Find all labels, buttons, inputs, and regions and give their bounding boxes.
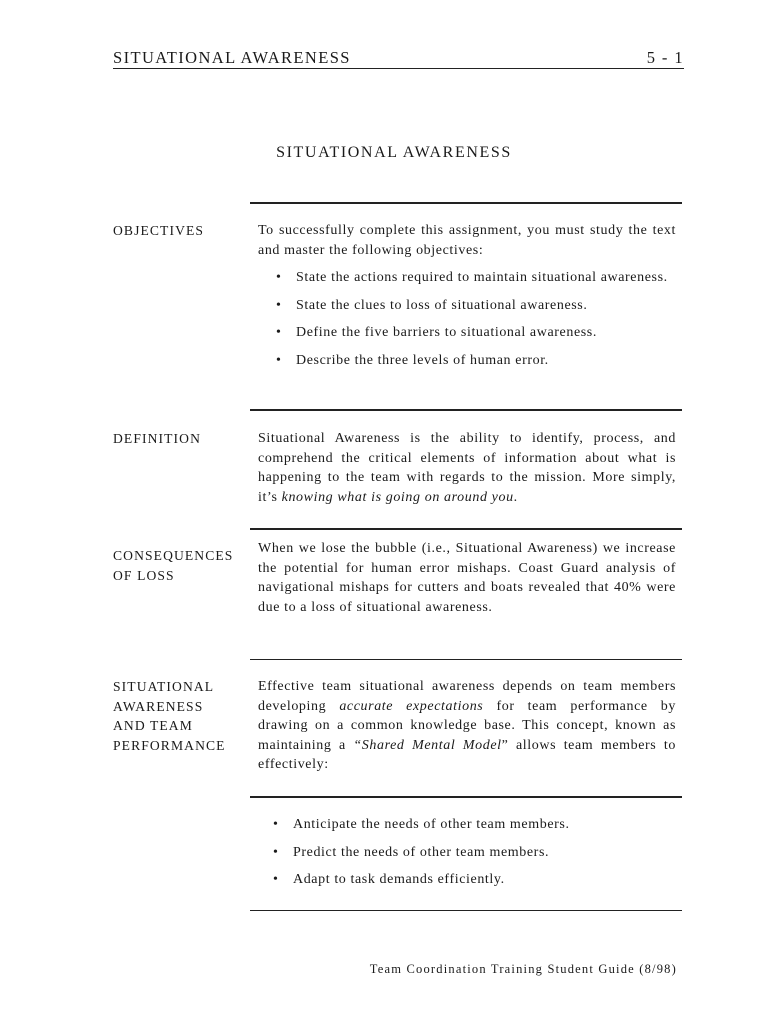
header-title: SITUATIONAL AWARENESS xyxy=(113,48,351,67)
list-item: • Describe the three levels of human error. xyxy=(296,351,676,371)
bullet-icon: • xyxy=(276,352,282,368)
bullet-icon: • xyxy=(276,297,282,313)
section-divider xyxy=(250,202,682,204)
bullet-icon: • xyxy=(273,817,279,832)
running-header xyxy=(113,48,684,69)
page-footer: Team Coordination Training Student Guide (8/98) xyxy=(369,962,677,976)
list-item: • Predict the needs of other team members. xyxy=(293,843,676,863)
list-item: • Define the five barriers to situational awareness. xyxy=(296,323,676,343)
performance-text: Effective team situational awareness depends on team members developing accurate expectations for team performance by drawing on a common knowledge base. This concept, known as maintaining a “Shared Mental Model” allows team members to effectively: xyxy=(258,679,676,772)
bullet-icon: • xyxy=(273,872,279,887)
bullet-icon: • xyxy=(276,325,282,340)
bullet-icon: • xyxy=(276,270,282,285)
definition-label: DEFINITION xyxy=(113,431,202,446)
consequences-text: When we lose the bubble (i.e., Situational Awareness) we increase the potential for human error mishaps. Coast Guard analysis of navigational mishaps for cutters and boats revealed that 40% were due to a loss of situational awareness. xyxy=(258,541,676,615)
list-item: • Adapt to task demands efficiently. xyxy=(293,870,676,890)
objectives-list xyxy=(276,268,676,378)
bullet-icon: • xyxy=(273,844,279,860)
list-item: • State the actions required to maintain situational awareness. xyxy=(296,268,676,288)
section-divider xyxy=(250,409,682,411)
section-divider xyxy=(250,528,682,530)
objectives-intro: To successfully complete this assignment, you must study the text and master the following objectives: xyxy=(258,223,676,258)
section-divider xyxy=(250,659,682,660)
consequences-label: CONSEQUENCES OF LOSS xyxy=(113,548,234,583)
page-number: 5 - 1 xyxy=(646,48,684,67)
list-item: • Anticipate the needs of other team members. xyxy=(293,815,676,835)
definition-text: Situational Awareness is the ability to identify, process, and comprehend the critical elements of information about what is happening to the team with regards to the mission. More simply, it’s knowing what is going on around you. xyxy=(258,431,676,505)
performance-list xyxy=(273,815,676,898)
section-divider xyxy=(250,796,682,798)
objectives-label: OBJECTIVES xyxy=(113,223,205,238)
page-title: SITUATIONAL AWARENESS xyxy=(276,144,512,161)
performance-label: SITUATIONAL AWARENESS AND TEAM PERFORMANCE xyxy=(113,679,226,753)
section-divider xyxy=(250,910,682,911)
list-item: • State the clues to loss of situational awareness. xyxy=(296,296,676,316)
